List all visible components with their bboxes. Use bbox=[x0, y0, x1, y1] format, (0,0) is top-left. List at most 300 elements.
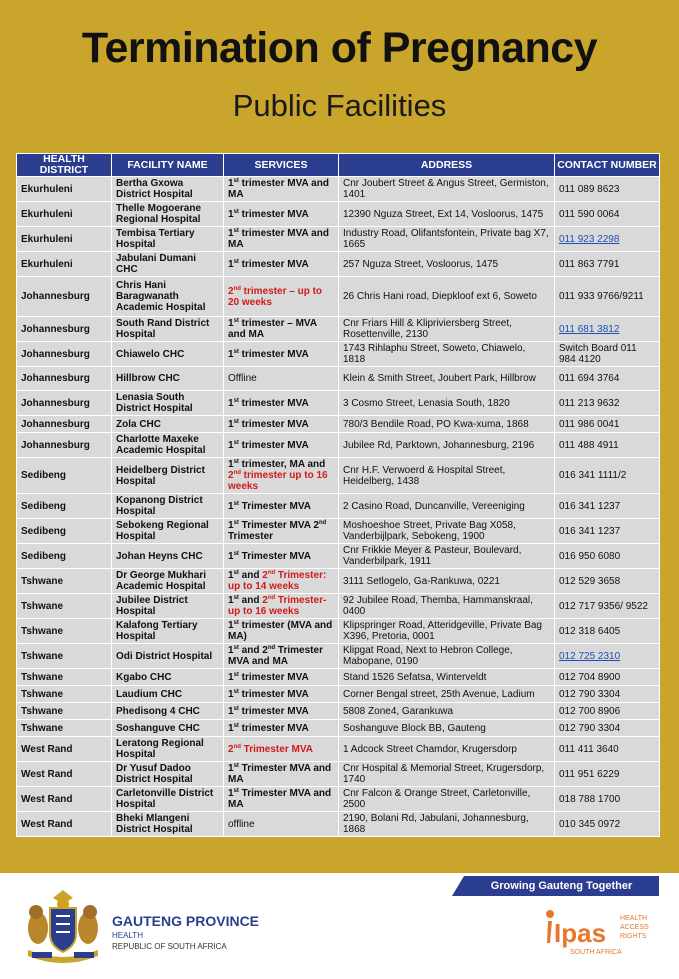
gauteng-province-name: GAUTENG PROVINCE bbox=[112, 913, 260, 929]
services-text: Trimester MVA bbox=[240, 743, 313, 755]
contact-number-cell bbox=[555, 416, 660, 433]
services-text: 1 bbox=[228, 620, 234, 631]
column-header-services: SERVICES bbox=[224, 154, 339, 177]
ordinal-suffix: st bbox=[233, 418, 239, 425]
services-text: trimester up to 16 weeks bbox=[228, 470, 328, 492]
services-text: 2 bbox=[228, 743, 234, 755]
services-text: trimester MVA bbox=[238, 258, 309, 270]
services-text: 1 bbox=[228, 645, 234, 656]
facility-name-cell: Johan Heyns CHC bbox=[112, 544, 224, 569]
services-cell bbox=[224, 277, 339, 317]
health-district-cell: Johannesburg bbox=[17, 277, 112, 317]
health-district-cell: Johannesburg bbox=[17, 317, 112, 342]
contact-number-text: 011 933 9766/9211 bbox=[559, 291, 644, 302]
contact-number-text: 011 213 9632 bbox=[559, 397, 620, 409]
health-district-cell: West Rand bbox=[17, 812, 112, 837]
services-cell bbox=[224, 177, 339, 202]
table-row bbox=[17, 737, 660, 762]
contact-number-text: 010 345 0972 bbox=[559, 818, 621, 830]
health-district-cell: West Rand bbox=[17, 787, 112, 812]
ordinal-suffix: st bbox=[233, 258, 239, 265]
address-cell: 2190, Bolani Rd, Jabulani, Johannesburg, 1868 bbox=[339, 812, 555, 837]
ordinal-suffix: st bbox=[233, 671, 239, 678]
ordinal-suffix: st bbox=[233, 228, 239, 234]
contact-number-cell bbox=[555, 391, 660, 416]
services-text: 1 bbox=[228, 397, 234, 409]
contact-number-cell bbox=[555, 317, 660, 342]
contact-number-text: 012 700 8906 bbox=[559, 705, 621, 717]
health-district-cell: Johannesburg bbox=[17, 367, 112, 391]
address-cell: 1 Adcock Street Chamdor, Krugersdorp bbox=[339, 737, 555, 762]
facility-name-cell: Laudium CHC bbox=[112, 686, 224, 703]
ordinal-suffix: st bbox=[233, 620, 239, 626]
contact-number-cell bbox=[555, 619, 660, 644]
contact-number-cell bbox=[555, 720, 660, 737]
table-row bbox=[17, 812, 660, 837]
services-cell bbox=[224, 787, 339, 812]
facility-name-cell: Heidelberg District Hospital bbox=[112, 458, 224, 494]
services-text: 1 bbox=[228, 500, 234, 512]
address-cell: 1743 Rihlaphu Street, Soweto, Chiawelo, 1818 bbox=[339, 342, 555, 367]
contact-number-cell bbox=[555, 787, 660, 812]
contact-number-text: 012 529 3658 bbox=[559, 575, 621, 587]
contact-number-cell bbox=[555, 762, 660, 787]
health-district-cell: Sedibeng bbox=[17, 544, 112, 569]
services-cell bbox=[224, 433, 339, 458]
services-text: 1 bbox=[228, 788, 234, 799]
health-district-cell: Ekurhuleni bbox=[17, 252, 112, 277]
services-text: Trimester bbox=[228, 531, 274, 542]
address-cell: Klipspringer Road, Atteridgeville, Private Bag X396, Pretoria, 0001 bbox=[339, 619, 555, 644]
services-cell bbox=[224, 812, 339, 837]
ipas-wordmark: Ipas bbox=[554, 918, 607, 948]
contact-number-text: 012 790 3304 bbox=[559, 688, 621, 700]
facility-name-cell: Chris Hani Baragwanath Academic Hospital bbox=[112, 277, 224, 317]
services-cell bbox=[224, 644, 339, 669]
address-cell: Industry Road, Olifantsfontein, Private bag X7, 1665 bbox=[339, 227, 555, 252]
facility-name-cell: Bertha Gxowa District Hospital bbox=[112, 177, 224, 202]
health-district-cell: Sedibeng bbox=[17, 494, 112, 519]
ordinal-suffix: st bbox=[233, 459, 239, 465]
services-text: 1 bbox=[228, 418, 234, 430]
services-cell bbox=[224, 342, 339, 367]
table-row bbox=[17, 433, 660, 458]
republic-name: REPUBLIC OF SOUTH AFRICA bbox=[112, 942, 227, 951]
facility-name-cell: Carletonville District Hospital bbox=[112, 787, 224, 812]
contact-number-text: 012 717 9356/ 9522 bbox=[559, 600, 648, 612]
contact-number-cell bbox=[555, 227, 660, 252]
ordinal-suffix: st bbox=[233, 178, 239, 184]
contact-number-text: 016 341 1237 bbox=[559, 525, 621, 537]
facility-name-cell: Chiawelo CHC bbox=[112, 342, 224, 367]
services-text: 1 bbox=[228, 459, 234, 470]
address-cell: Corner Bengal street, 25th Avenue, Ladium bbox=[339, 686, 555, 703]
table-row bbox=[17, 277, 660, 317]
services-text: and bbox=[238, 595, 263, 606]
contact-number-text: 016 341 1111/2 bbox=[559, 470, 627, 481]
services-text: 1 bbox=[228, 570, 234, 581]
contact-number-cell bbox=[555, 458, 660, 494]
address-cell: 92 Jubilee Road, Themba, Hammanskraal, 0400 bbox=[339, 594, 555, 619]
services-text: 1 bbox=[228, 595, 234, 606]
address-cell: Cnr Joubert Street & Angus Street, Germiston, 1401 bbox=[339, 177, 555, 202]
services-text: 1 bbox=[228, 228, 234, 239]
health-district-cell: Ekurhuleni bbox=[17, 202, 112, 227]
services-text: Trimester MVA and MA bbox=[228, 763, 332, 785]
ordinal-suffix: st bbox=[233, 788, 239, 794]
table-row bbox=[17, 416, 660, 433]
services-text: trimester MVA bbox=[238, 705, 309, 717]
health-district-cell: West Rand bbox=[17, 762, 112, 787]
services-text: trimester MVA bbox=[238, 418, 309, 430]
facility-name-cell: Bheki Mlangeni District Hospital bbox=[112, 812, 224, 837]
contact-number-text: 011 694 3764 bbox=[559, 373, 620, 384]
table-row bbox=[17, 544, 660, 569]
contact-number-cell bbox=[555, 594, 660, 619]
address-cell: 2 Casino Road, Duncanville, Vereeniging bbox=[339, 494, 555, 519]
facility-name-cell: Leratong Regional Hospital bbox=[112, 737, 224, 762]
table-row bbox=[17, 619, 660, 644]
facility-name-cell: Jubilee District Hospital bbox=[112, 594, 224, 619]
table-row bbox=[17, 252, 660, 277]
contact-number-text: 011 411 3640 bbox=[559, 743, 619, 755]
facility-name-cell: South Rand District Hospital bbox=[112, 317, 224, 342]
contact-number-text: 011 590 0064 bbox=[559, 208, 620, 220]
table-row bbox=[17, 569, 660, 594]
address-cell: Cnr H.F. Verwoerd & Hospital Street, Heidelberg, 1438 bbox=[339, 458, 555, 494]
ordinal-suffix: st bbox=[233, 318, 239, 324]
services-text: trimester MVA bbox=[238, 439, 309, 451]
services-text: Trimester- up to 16 weeks bbox=[228, 595, 327, 617]
services-text: trimester MVA bbox=[238, 208, 309, 220]
table-header-row bbox=[17, 154, 660, 177]
services-text: 1 bbox=[228, 705, 234, 717]
facility-name-cell: Kopanong District Hospital bbox=[112, 494, 224, 519]
services-text: trimester MVA bbox=[238, 348, 309, 360]
address-cell: Klein & Smith Street, Joubert Park, Hillbrow bbox=[339, 367, 555, 391]
address-cell: Moshoeshoe Street, Private Bag X058, Vanderbijlpark, Sebokeng, 1900 bbox=[339, 519, 555, 544]
ordinal-suffix: st bbox=[233, 520, 239, 526]
contact-number-text: 011 488 4911 bbox=[559, 439, 619, 451]
services-cell bbox=[224, 737, 339, 762]
contact-number-link[interactable]: 011 923 2298 bbox=[559, 233, 620, 245]
facility-name-cell: Jabulani Dumani CHC bbox=[112, 252, 224, 277]
address-cell: Jubilee Rd, Parktown, Johannesburg, 2196 bbox=[339, 433, 555, 458]
ordinal-suffix: st bbox=[233, 705, 239, 712]
facility-name-cell: Dr Yusuf Dadoo District Hospital bbox=[112, 762, 224, 787]
health-district-cell: Tshwane bbox=[17, 669, 112, 686]
address-cell: Cnr Hospital & Memorial Street, Krugersdorp, 1740 bbox=[339, 762, 555, 787]
contact-number-text: 016 950 6080 bbox=[559, 550, 621, 562]
health-district-cell: Tshwane bbox=[17, 686, 112, 703]
services-text: trimester – up to 20 weeks bbox=[228, 285, 323, 308]
services-text: trimester MVA bbox=[238, 722, 309, 734]
table-row bbox=[17, 787, 660, 812]
health-district-cell: Tshwane bbox=[17, 703, 112, 720]
ordinal-suffix: st bbox=[233, 550, 239, 557]
services-text: trimester MVA and MA bbox=[228, 228, 329, 250]
ipas-tag-rights: RIGHTS bbox=[620, 933, 647, 940]
services-cell bbox=[224, 594, 339, 619]
ipas-logo-icon bbox=[540, 904, 660, 964]
services-cell bbox=[224, 317, 339, 342]
health-district-cell: Johannesburg bbox=[17, 342, 112, 367]
page-title: Termination of Pregnancy bbox=[81, 24, 598, 72]
services-text: Trimester: up to 14 weeks bbox=[228, 570, 327, 592]
table-row bbox=[17, 703, 660, 720]
contact-number-cell bbox=[555, 544, 660, 569]
services-text: 1 bbox=[228, 671, 234, 683]
services-text: trimester MVA and MA bbox=[228, 178, 329, 200]
address-cell: 12390 Nguza Street, Ext 14, Vosloorus, 1475 bbox=[339, 202, 555, 227]
health-district-cell: West Rand bbox=[17, 737, 112, 762]
health-district-cell: Johannesburg bbox=[17, 416, 112, 433]
address-cell: 3 Cosmo Street, Lenasia South, 1820 bbox=[339, 391, 555, 416]
services-text: and 2 bbox=[238, 645, 268, 656]
contact-number-text: 011 089 8623 bbox=[559, 183, 620, 195]
facility-name-cell: Lenasia South District Hospital bbox=[112, 391, 224, 416]
facility-name-cell: Hillbrow CHC bbox=[112, 367, 224, 391]
ordinal-suffix: nd bbox=[267, 595, 276, 601]
table-row bbox=[17, 202, 660, 227]
contact-number-text: 016 341 1237 bbox=[559, 500, 621, 512]
column-header-facility-name: FACILITY NAME bbox=[112, 154, 224, 177]
services-text: Trimester MVA bbox=[238, 500, 311, 512]
contact-number-link[interactable]: 012 725 2310 bbox=[559, 650, 621, 662]
facility-name-cell: Thelle Mogoerane Regional Hospital bbox=[112, 202, 224, 227]
ipas-tag-health: HEALTH bbox=[620, 915, 648, 922]
services-text: Trimester MVA and MA bbox=[228, 788, 332, 810]
ordinal-suffix: st bbox=[233, 208, 239, 215]
services-text: 1 bbox=[228, 722, 234, 734]
health-district-cell: Tshwane bbox=[17, 644, 112, 669]
table-row bbox=[17, 519, 660, 544]
contact-number-cell bbox=[555, 433, 660, 458]
ordinal-suffix: nd bbox=[233, 285, 241, 292]
address-cell: 3111 Setlogelo, Ga-Rankuwa, 0221 bbox=[339, 569, 555, 594]
services-text: 1 bbox=[228, 550, 234, 562]
services-text: 1 bbox=[228, 520, 234, 531]
facility-name-cell: Sebokeng Regional Hospital bbox=[112, 519, 224, 544]
ordinal-suffix: st bbox=[233, 688, 239, 695]
table-row bbox=[17, 494, 660, 519]
page-subtitle: Public Facilities bbox=[232, 88, 447, 123]
contact-number-cell bbox=[555, 644, 660, 669]
column-header-contact-number: CONTACT NUMBER bbox=[555, 154, 660, 177]
column-header-health-district: HEALTH DISTRICT bbox=[17, 154, 112, 177]
contact-number-text: 011 951 6229 bbox=[559, 768, 620, 780]
services-cell bbox=[224, 458, 339, 494]
ordinal-suffix: st bbox=[233, 348, 239, 355]
ordinal-suffix: nd bbox=[267, 645, 276, 651]
contact-number-cell bbox=[555, 737, 660, 762]
services-text: 1 bbox=[228, 763, 234, 774]
growing-gauteng-banner: Growing Gauteng Together bbox=[464, 876, 659, 896]
table-row bbox=[17, 177, 660, 202]
address-cell: 5808 Zone4, Garankuwa bbox=[339, 703, 555, 720]
services-cell bbox=[224, 669, 339, 686]
services-text: 2 bbox=[228, 470, 234, 481]
services-text: 1 bbox=[228, 208, 234, 220]
services-text: 1 bbox=[228, 178, 234, 189]
services-cell bbox=[224, 227, 339, 252]
address-cell: Soshanguve Block BB, Gauteng bbox=[339, 720, 555, 737]
facility-name-cell: Kgabo CHC bbox=[112, 669, 224, 686]
ordinal-suffix: nd bbox=[233, 743, 241, 750]
services-text: 1 bbox=[228, 318, 234, 329]
health-district-cell: Sedibeng bbox=[17, 458, 112, 494]
services-text: Offline bbox=[228, 373, 257, 384]
ordinal-suffix: st bbox=[233, 763, 239, 769]
contact-number-cell bbox=[555, 569, 660, 594]
ordinal-suffix: nd bbox=[318, 520, 327, 526]
table-row bbox=[17, 227, 660, 252]
services-text: trimester – MVA and MA bbox=[228, 318, 317, 340]
contact-number-cell bbox=[555, 367, 660, 391]
contact-number-cell bbox=[555, 812, 660, 837]
services-cell bbox=[224, 703, 339, 720]
facility-name-cell: Zola CHC bbox=[112, 416, 224, 433]
address-cell: Cnr Friars Hill & Klipriviersberg Street, Rosettenville, 2130 bbox=[339, 317, 555, 342]
ordinal-suffix: st bbox=[233, 595, 239, 601]
services-text: trimester MVA bbox=[238, 688, 309, 700]
services-text: Trimester MVA and MA bbox=[228, 645, 323, 667]
contact-number-text: 012 790 3304 bbox=[559, 722, 621, 734]
address-cell: 257 Nguza Street, Vosloorus, 1475 bbox=[339, 252, 555, 277]
contact-number-text: 011 863 7791 bbox=[559, 258, 620, 270]
column-header-address: ADDRESS bbox=[339, 154, 555, 177]
contact-number-cell bbox=[555, 252, 660, 277]
ordinal-suffix: st bbox=[233, 722, 239, 729]
ordinal-suffix: st bbox=[233, 570, 239, 576]
services-cell bbox=[224, 252, 339, 277]
services-cell bbox=[224, 416, 339, 433]
address-cell: 780/3 Bendile Road, PO Kwa-xuma, 1868 bbox=[339, 416, 555, 433]
contact-number-cell bbox=[555, 342, 660, 367]
health-district-cell: Tshwane bbox=[17, 594, 112, 619]
services-text: 1 bbox=[228, 348, 234, 360]
address-cell: Klipgat Road, Next to Hebron College, Mabopane, 0190 bbox=[339, 644, 555, 669]
health-district-cell: Johannesburg bbox=[17, 391, 112, 416]
services-cell bbox=[224, 544, 339, 569]
facility-name-cell: Dr George Mukhari Academic Hospital bbox=[112, 569, 224, 594]
contact-number-cell bbox=[555, 669, 660, 686]
services-text: trimester MVA bbox=[238, 671, 309, 683]
ordinal-suffix: nd bbox=[267, 570, 276, 576]
table-row bbox=[17, 342, 660, 367]
services-text: 2 bbox=[262, 595, 268, 606]
contact-number-text: 018 788 1700 bbox=[559, 793, 621, 805]
ordinal-suffix: st bbox=[233, 397, 239, 404]
services-cell bbox=[224, 569, 339, 594]
table-row bbox=[17, 762, 660, 787]
services-cell bbox=[224, 391, 339, 416]
ordinal-suffix: st bbox=[233, 500, 239, 507]
table-row bbox=[17, 720, 660, 737]
services-cell bbox=[224, 202, 339, 227]
services-text: Trimester MVA bbox=[238, 550, 311, 562]
contact-number-cell bbox=[555, 686, 660, 703]
contact-number-link[interactable]: 011 681 3812 bbox=[559, 323, 620, 335]
ipas-tag-access: ACCESS bbox=[620, 924, 649, 931]
table-row bbox=[17, 644, 660, 669]
services-cell bbox=[224, 519, 339, 544]
services-text: 2 bbox=[228, 285, 234, 297]
table-body bbox=[17, 177, 660, 837]
table-row bbox=[17, 367, 660, 391]
services-cell bbox=[224, 494, 339, 519]
services-text: trimester, MA and bbox=[238, 459, 326, 470]
contact-number-text: 011 986 0041 bbox=[559, 418, 620, 430]
health-district-cell: Tshwane bbox=[17, 720, 112, 737]
services-text: and bbox=[238, 570, 263, 581]
contact-number-text: 012 318 6405 bbox=[559, 625, 621, 637]
contact-number-text: Switch Board 011 984 4120 bbox=[559, 343, 637, 365]
address-cell: Stand 1526 Sefatsa, Winterveldt bbox=[339, 669, 555, 686]
contact-number-cell bbox=[555, 277, 660, 317]
services-text: 1 bbox=[228, 688, 234, 700]
table-row bbox=[17, 594, 660, 619]
services-cell bbox=[224, 720, 339, 737]
contact-number-cell bbox=[555, 519, 660, 544]
facility-name-cell: Odi District Hospital bbox=[112, 644, 224, 669]
services-text: offline bbox=[228, 818, 255, 830]
health-district-cell: Sedibeng bbox=[17, 519, 112, 544]
health-district-cell: Tshwane bbox=[17, 619, 112, 644]
services-cell bbox=[224, 686, 339, 703]
facilities-table bbox=[16, 153, 660, 837]
ordinal-suffix: st bbox=[233, 439, 239, 446]
contact-number-cell bbox=[555, 202, 660, 227]
facility-name-cell: Charlotte Maxeke Academic Hospital bbox=[112, 433, 224, 458]
address-cell: Cnr Falcon & Orange Street, Carletonville, 2500 bbox=[339, 787, 555, 812]
ipas-country: SOUTH AFRICA bbox=[570, 949, 622, 956]
contact-number-cell bbox=[555, 494, 660, 519]
address-cell: 26 Chris Hani road, Diepkloof ext 6, Soweto bbox=[339, 277, 555, 317]
health-district-cell: Ekurhuleni bbox=[17, 177, 112, 202]
coat-of-arms-icon bbox=[20, 884, 106, 968]
services-cell bbox=[224, 367, 339, 391]
services-text: 1 bbox=[228, 258, 234, 270]
services-text: trimester MVA bbox=[238, 397, 309, 409]
table-row bbox=[17, 391, 660, 416]
facility-name-cell: Phedisong 4 CHC bbox=[112, 703, 224, 720]
health-district-cell: Ekurhuleni bbox=[17, 227, 112, 252]
table-row bbox=[17, 458, 660, 494]
health-district-cell: Tshwane bbox=[17, 569, 112, 594]
table-row bbox=[17, 669, 660, 686]
health-district-cell: Johannesburg bbox=[17, 433, 112, 458]
contact-number-cell bbox=[555, 177, 660, 202]
department-name: HEALTH bbox=[112, 931, 143, 940]
address-cell: Cnr Frikkie Meyer & Pasteur, Boulevard, Vanderbilpark, 1911 bbox=[339, 544, 555, 569]
table-row bbox=[17, 686, 660, 703]
services-cell bbox=[224, 762, 339, 787]
services-text: 1 bbox=[228, 439, 234, 451]
ordinal-suffix: st bbox=[233, 645, 239, 651]
ordinal-suffix: nd bbox=[233, 470, 241, 476]
contact-number-text: 012 704 8900 bbox=[559, 671, 621, 683]
table-row bbox=[17, 317, 660, 342]
facility-name-cell: Soshanguve CHC bbox=[112, 720, 224, 737]
services-text: trimester (MVA and MA) bbox=[228, 620, 333, 642]
services-text: 2 bbox=[262, 570, 268, 581]
facility-name-cell: Kalafong Tertiary Hospital bbox=[112, 619, 224, 644]
contact-number-cell bbox=[555, 703, 660, 720]
facility-name-cell: Tembisa Tertiary Hospital bbox=[112, 227, 224, 252]
services-text: Trimester MVA 2 bbox=[238, 520, 319, 531]
services-cell bbox=[224, 619, 339, 644]
